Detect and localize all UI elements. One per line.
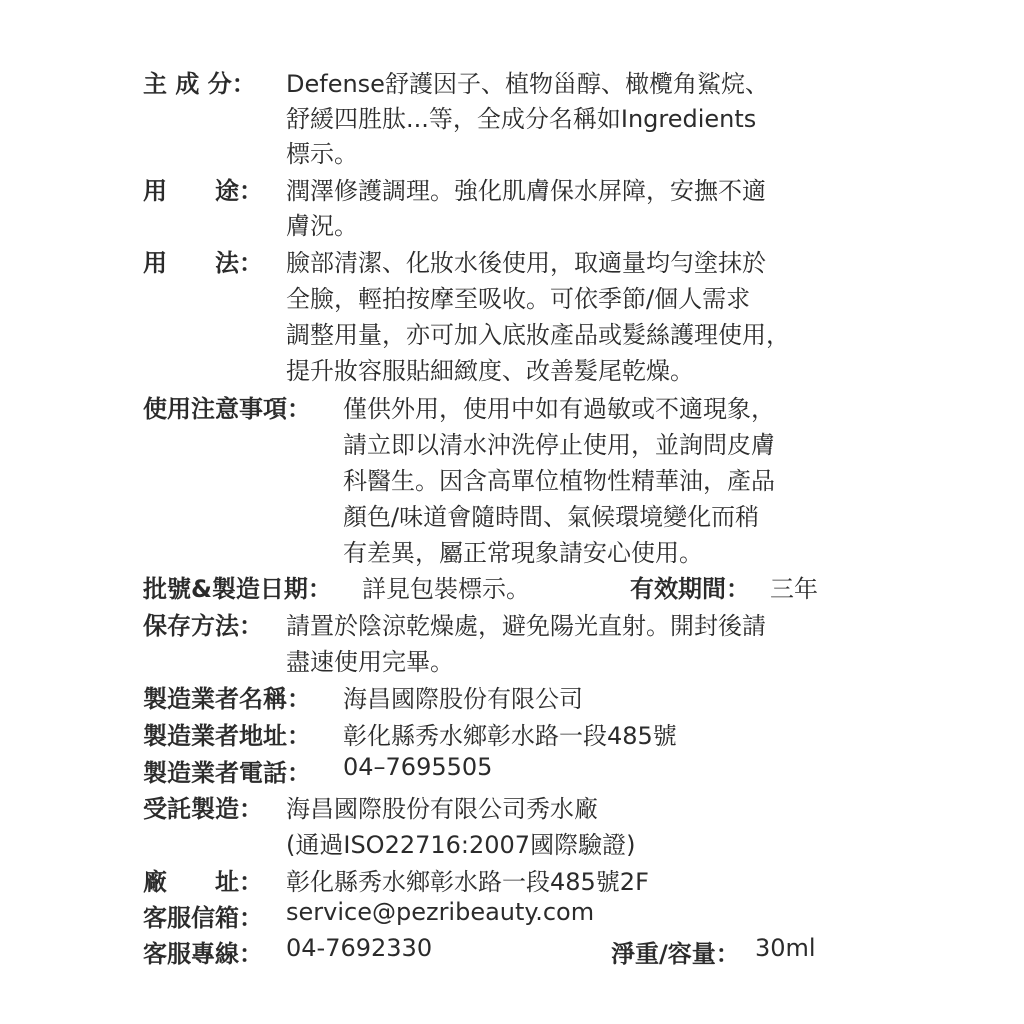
maker-address-value: 彰化縣秀水鄉彰水路一段485號 [343,722,677,750]
precautions-line-2: 請立即以清水沖洗停止使用，並詢問皮膚 [343,431,775,459]
email-value: service@pezribeauty.com [286,898,595,926]
precautions-label: 使用注意事項： [143,395,311,423]
expiry-label: 有效期間： [630,575,750,603]
precautions-line-1: 僅供外用，使用中如有過敏或不適現象， [343,395,775,423]
precautions-line-4: 顏色/味道會隨時間、氣候環境變化而稍 [343,503,760,531]
usage-line-2: 全臉，輕拍按摩至吸收。可依季節/個人需求 [286,285,751,313]
storage-line-1: 請置於陰涼乾燥處，避免陽光直射。開封後請 [286,612,766,640]
batch-value: 詳見包裝標示。 [362,575,530,603]
batch-label: 批號&製造日期： [143,575,332,603]
email-label: 客服信箱： [143,904,263,932]
hotline-label: 客服專線： [143,940,263,968]
maker-name-label: 製造業者名稱： [143,685,311,713]
ingredients-line-3: 標示。 [286,140,358,168]
maker-address-label: 製造業者地址： [143,722,311,750]
contract-line-1: 海昌國際股份有限公司秀水廠 [286,795,598,823]
ingredients-label: 主 成 分： [143,70,256,98]
maker-name-value: 海昌國際股份有限公司 [343,685,583,713]
storage-label: 保存方法： [143,612,263,640]
purpose-line-1: 潤澤修護調理。強化肌膚保水屏障，安撫不適 [286,177,766,205]
usage-line-3: 調整用量，亦可加入底妝產品或髮絲護理使用， [286,321,790,349]
hotline-value: 04-7692330 [286,934,433,962]
storage-line-2: 盡速使用完畢。 [286,648,454,676]
precautions-line-3: 科醫生。因含高單位植物性精華油，產品 [343,467,775,495]
usage-label: 用 法： [143,249,263,277]
weight-label: 淨重/容量： [611,940,740,968]
weight-value: 30ml [755,934,816,962]
usage-line-4: 提升妝容服貼細緻度、改善髮尾乾燥。 [286,357,694,385]
contract-label: 受託製造： [143,795,263,823]
factory-value: 彰化縣秀水鄉彰水路一段485號2F [286,868,649,896]
purpose-line-2: 膚況。 [286,212,358,240]
ingredients-line-2: 舒緩四胜肽...等，全成分名稱如Ingredients [286,105,757,133]
ingredients-line-1: Defense舒護因子、植物甾醇、橄欖角鯊烷、 [286,70,769,98]
expiry-value: 三年 [770,575,818,603]
maker-phone-value: 04–7695505 [343,753,493,781]
maker-phone-label: 製造業者電話： [143,759,311,787]
factory-label: 廠 址： [143,868,263,896]
contract-line-2: (通過ISO22716:2007國際驗證) [286,831,636,859]
purpose-label: 用 途： [143,177,263,205]
usage-line-1: 臉部清潔、化妝水後使用，取適量均勻塗抹於 [286,249,766,277]
precautions-line-5: 有差異，屬正常現象請安心使用。 [343,539,703,567]
